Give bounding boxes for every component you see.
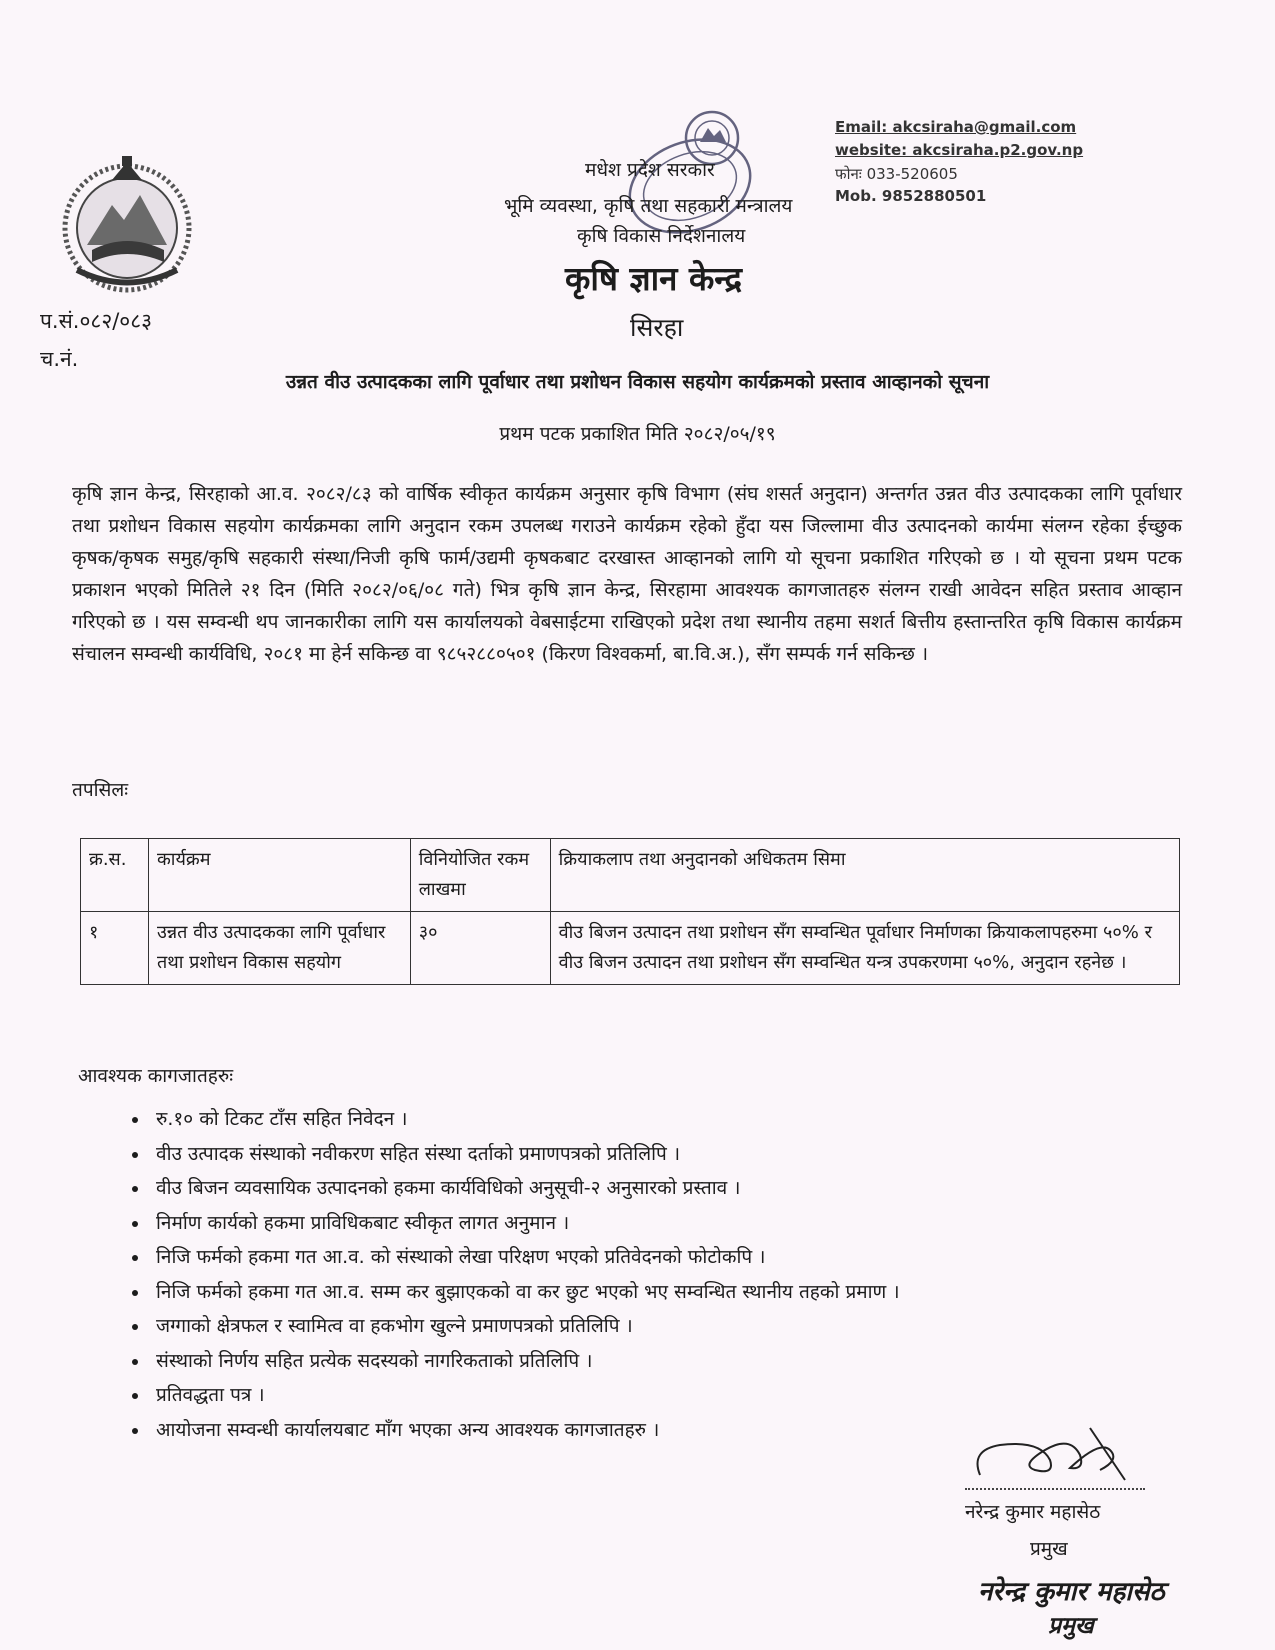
signature-line — [965, 1488, 1145, 1490]
directorate-name: कृषि विकास निर्देशनालय — [577, 225, 746, 247]
table-header-row — [81, 839, 1180, 912]
contact-mobile: Mob. 9852880501 — [835, 187, 987, 205]
nepal-emblem-icon — [52, 150, 202, 295]
details-table — [80, 838, 1180, 985]
ministry-name: भूमि व्यवस्था, कृषि तथा सहकारी मन्त्रालय — [504, 195, 793, 217]
list-item: • रु.१० को टिकट टाँस सहित निवेदन । — [150, 1102, 1250, 1137]
list-item: • जग्गाको क्षेत्रफल र स्वामित्व वा हकभोग खुल्ने प्रमाणपत्रको प्रतिलिपि । — [150, 1309, 1250, 1344]
cell-program: उन्नत वीउ उत्पादकका लागि पूर्वाधार तथा प्रशोधन विकास सहयोग — [148, 912, 410, 985]
documents-label: आवश्यक कागजातहरुः — [78, 1065, 234, 1087]
seal-title: प्रमुख — [1048, 1613, 1094, 1639]
dispatch-number: च.नं. — [40, 347, 79, 371]
district-name: सिरहा — [630, 313, 684, 342]
list-item: • प्रतिवद्धता पत्र । — [150, 1378, 1250, 1413]
details-label: तपसिलः — [72, 779, 129, 801]
contact-website[interactable]: website: akcsiraha.p2.gov.np — [835, 141, 1084, 159]
list-item: • वीउ उत्पादक संस्थाको नवीकरण सहित संस्था दर्ताको प्रमाणपत्रको प्रतिलिपि । — [150, 1137, 1250, 1172]
list-item: • संस्थाको निर्णय सहित प्रत्येक सदस्यको नागरिकताको प्रतिलिपि । — [150, 1344, 1250, 1379]
contact-phone: फोनः 033-520605 — [835, 165, 958, 183]
header-program: कार्यक्रम — [148, 839, 410, 912]
notice-body: कृषि ज्ञान केन्द्र, सिरहाको आ.व. २०८२/८३ को वार्षिक स्वीकृत कार्यक्रम अनुसार कृषि विभाग (संघ शसर्त अनुदान) अन्तर्गत उन्नत वीउ उत्पादकका लागि पूर्वाधार तथा प्रशोधन विकास सहयोग कार्यक्रमका लागि अनुदान रकम उपलब्ध गराउने कार्यक्रम रहेको हुँदा यस जिल्लामा वीउ उत्पादनको कार्यमा संलग्न रहेका ईच्छुक कृषक/कृषक समुह/कृषि सहकारी संस्था/निजी कृषि फार्म/उद्यमी कृषकबाट दरखास्त आव्हानको लागि यो सूचना प्रकाशित गरिएको छ । यो सूचना प्रथम पटक प्रकाशन भएको मितिले २१ दिन (मिति २०८२/०६/०८ गते) भित्र कृषि ज्ञान केन्द्र, सिरहामा आवश्यक कागजातहरु संलग्न राखी आवेदन सहित प्रस्ताव आव्हान गरिएको छ । यस सम्वन्धी थप जानकारीका लागि यस कार्यालयको वेबसाईटमा राखिएको प्रदेश तथा स्थानीय तहमा सशर्त बित्तीय हस्तान्तरित कृषि विकास कार्यक्रम संचालन सम्वन्धी कार्यविधि, २०८१ मा हेर्न सकिन्छ वा ९८५२८८०५०१ (किरण विश्वकर्मा, बा.वि.अ.), सँग सम्पर्क गर्न सकिन्छ । — [72, 483, 1182, 665]
table-row — [81, 912, 1180, 985]
header-amount: विनियोजित रकम लाखमा — [410, 839, 550, 912]
list-item: • निजि फर्मको हकमा गत आ.व. को संस्थाको लेखा परिक्षण भएको प्रतिवेदनको फोटोकपि । — [150, 1240, 1250, 1275]
list-item: • निर्माण कार्यको हकमा प्राविधिकबाट स्वीकृत लागत अनुमान । — [150, 1206, 1250, 1241]
list-item: • वीउ बिजन व्यवसायिक उत्पादनको हकमा कार्यविधिको अनुसूची-२ अनुसारको प्रस्ताव । — [150, 1171, 1250, 1206]
list-item: • निजि फर्मको हकमा गत आ.व. सम्म कर बुझाएकको वा कर छुट भएको भए सम्वन्धित स्थानीय तहको प्रमाण । — [150, 1275, 1250, 1310]
office-title: कृषि ज्ञान केन्द्र — [565, 259, 743, 298]
header-activity: क्रियाकलाप तथा अनुदानको अधिकतम सिमा — [550, 839, 1179, 912]
signatory-name: नरेन्द्र कुमार महासेठ — [965, 1501, 1101, 1523]
signatory-title: प्रमुख — [1030, 1538, 1068, 1560]
cell-sn: १ — [81, 912, 149, 985]
notice-subject: उन्नत वीउ उत्पादकका लागि पूर्वाधार तथा प्रशोधन विकास सहयोग कार्यक्रमको प्रस्ताव आव्हानको सूचना — [285, 371, 990, 393]
list-item: • आयोजना सम्वन्धी कार्यालयबाट माँग भएका अन्य आवश्यक कागजातहरु । — [150, 1413, 1250, 1448]
cell-amount: ३० — [410, 912, 550, 985]
header-sn: क्र.स. — [81, 839, 149, 912]
reference-number: प.सं.०८२/०८३ — [40, 309, 153, 333]
signature-icon — [960, 1420, 1160, 1490]
cell-activity: वीउ बिजन उत्पादन तथा प्रशोधन सँग सम्वन्धित पूर्वाधार निर्माणका क्रियाकलापहरुमा ५०% र वीउ बिजन उत्पादन तथा प्रशोधन सँग सम्वन्धित यन्त्र उपकरणमा ५०%, अनुदान रहनेछ । — [550, 912, 1179, 985]
contact-email[interactable]: Email: akcsiraha@gmail.com — [835, 118, 1077, 136]
published-date: प्रथम पटक प्रकाशित मिति २०८२/०५/१९ — [499, 423, 776, 445]
govt-name: मधेश प्रदेश सरकार — [585, 159, 715, 181]
documents-list — [100, 1102, 1250, 1447]
seal-name: नरेन्द्र कुमार महासेठ — [978, 1577, 1165, 1607]
